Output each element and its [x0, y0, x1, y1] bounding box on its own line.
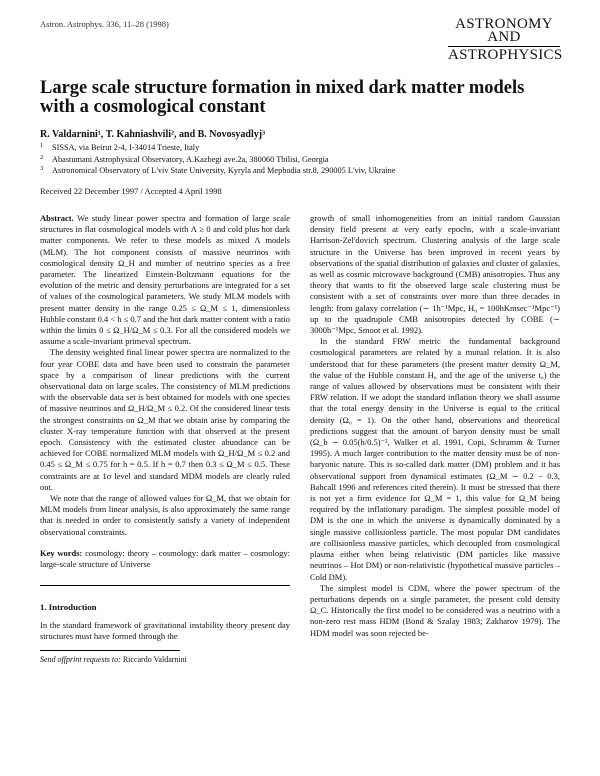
intro-paragraph-1: In the standard framework of gravitational instability theory present day structures must have formed through the [40, 619, 290, 641]
paper-title: Large scale structure formation in mixed dark matter models with a cosmological constant [40, 78, 525, 117]
affiliation-2 [40, 154, 560, 166]
affiliations [40, 142, 560, 177]
abstract-paragraph-1 [40, 213, 290, 347]
intro-paragraph-4: The simplest model is CDM, where the power spectrum of the perturbations depends on a single parameter, the present cold density Ω_C. Historically the first model to be considered was a neutrino with a non-zero rest mass HDM (Bond & Szalay 1983; Zakharov 1979). The HDM model was soon rejected be- [310, 582, 560, 638]
author-list: R. Valdarnini¹, T. Kahniashvili², and B. Novosyadlyj³ [40, 129, 266, 140]
abstract-paragraph-2: The density weighted final linear power spectra are normalized to the four year COBE data and have been used to constrain the parameter space by a comparison of linear predictions with the current observational data on large scales. The consistency of MLM predictions with the observable data set is best obtained for models with one species of massive neutrinos and Ω_H/Ω_M ≤ 0.2. Of the considered linear tests the strongest constraints on Ω_M that we obtain arise by comparing the cluster X-ray temperature function with that observed at the present epoch. Consistency with the estimated cluster abundance can be achieved for COBE normalized MLM models with Ω_H/Ω_M ≤ 0.2 and 0.45 ≤ Ω_M ≤ 0.75 for h = 0.5. If h = 0.7 then 0.3 ≤ Ω_M ≤ 0.5. These constraints are at 1σ level and standard MDM models are clearly ruled out. [40, 347, 290, 492]
section-heading-introduction: 1. Introduction [40, 602, 97, 613]
offprint-footnote [40, 654, 290, 665]
affiliation-number: 2 [40, 153, 44, 161]
journal-logo [448, 16, 563, 63]
received-dates: Received 22 December 1997 / Accepted 4 April 1998 [40, 186, 222, 196]
keywords-text: cosmology: theory – cosmology: dark matter – cosmology: large-scale structure of Universe [40, 547, 291, 570]
logo-line-astronomy: ASTRONOMY [455, 16, 553, 32]
affiliation-text: Astronomical Observatory of L'viv State University, Kyryla and Mephodia str.8, 290005 L'viv, Ukraine [52, 166, 396, 175]
intro-paragraph-2: growth of small inhomogeneities from an initial random Gaussian density field present at very early epochs, with a scale-invariant Harrison-Zel'dovich spectrum. Clustering analysis of the large scale structure in the Universe has been improved in recent years by observations of the spatial distribution of galaxies and cluster of galaxies, as well as cosmic microwave background (CMB) anisotropies. Thus any theory that wants to fit the observed large scale clustering must be consistent with a set of constraints over more than three decades in length: from galaxy correlation (∼ 1h⁻¹Mpc, H₀ = 100hKmsec⁻¹Mpc⁻¹) up to the quadrupole CMB anisotropies detected by COBE (∼ 3000h⁻¹Mpc, Smoot et al. 1992). [310, 213, 560, 336]
keywords-label: Key words: [40, 547, 83, 558]
logo-line-and: AND [487, 29, 521, 45]
left-column [40, 213, 290, 665]
offprint-label: Send offprint requests to: [40, 654, 121, 664]
affiliation-number: 3 [40, 165, 44, 172]
abstract-text-1: We study linear power spectra and formation of large scale structures in flat cosmological models with Λ ≥ 0 and cold plus hot dark matter components. We refer to these models as mixed Λ models (MLM). The hot component consists of massive neutrinos with cosmological density Ω_H and number of neutrino species as a free parameter. The linearized Einstein-Boltzmann equations for the evolution of the metric and density perturbations are integrated for a set of values of the cosmological parameters. We study MLM models with present matter density in the range 0.25 ≤ Ω_M ≤ 1, dimensionless Hubble constant 0.4 < h ≤ 0.7 and the hot dark matter content with a ratio within the limits 0 ≤ Ω_H/Ω_M ≤ 0.3. For all the considered models we assume a scale-invariant primeval spectrum. [40, 213, 290, 347]
affiliation-number: 1 [40, 142, 44, 149]
abstract-paragraph-3: We note that the range of allowed values for Ω_M, that we obtain for MLM models from linear analysis, is also approximately the same range that is needed in order to consistently satisfy a variety of independent observational constraints. [40, 493, 290, 537]
keywords-divider [40, 585, 290, 586]
affiliation-1 [40, 142, 560, 154]
right-column [310, 213, 560, 639]
footnote-divider [40, 650, 180, 651]
keywords [40, 548, 290, 570]
affiliation-text: Abastumani Astrophysical Observatory, A.Kazbegi ave.2a, 380060 Tbilisi, Georgia [52, 154, 329, 164]
affiliation-3 [40, 165, 560, 177]
logo-line-astrophysics: ASTROPHYSICS [448, 47, 563, 63]
abstract-label: Abstract. [40, 213, 74, 223]
offprint-name: Riccardo Valdarnini [122, 654, 187, 664]
intro-paragraph-3: In the standard FRW metric the fundamental background cosmological parameters are related by a mutual relation. It is also understood that for these parameters (the present matter density Ω_M, the value of the Hubble constant H₀ and the age of the universe t₀) the range of values allowed by observations must be consistent with their FRW relation. If we adopt the standard inflation theory we shall assume that the total energy density in the Universe is equal to the critical density (Ω₀ = 1). On the other hand, observations and theoretical predictions suggest that the amount of baryon density must be small (Ω_b ∼ 0.05(h/0.5)⁻², Walker et al. 1991, Copi, Schramm & Turner 1995). A much larger contribution to the matter density must be of non-baryonic nature. This is so-called dark matter (DM) problem and it has observational support from dynamical estimates (Ω_M ∼ 0.2 − 0.3, Bahcall 1996 and references cited therein). It must be stressed that there is not yet a firm evidence for Ω_M = 1, this value for Ω_M being required by the inflationary paradigm. The simplest possible model of DM is the one in which the universe is dynamically dominated by a single massive collisionless particle. The most popular DM candidates are collisionless massive particles, which decoupled from cosmological plasma either when being relativistic (DM particles like massive neutrinos – Hot DM) or non-relativistic (hypothetical massive particles – Cold DM). [310, 336, 560, 582]
affiliation-text: SISSA, via Beirut 2-4, I-34014 Trieste, Italy [52, 143, 200, 152]
journal-reference: Astron. Astrophys. 336, 11–28 (1998) [40, 19, 169, 29]
